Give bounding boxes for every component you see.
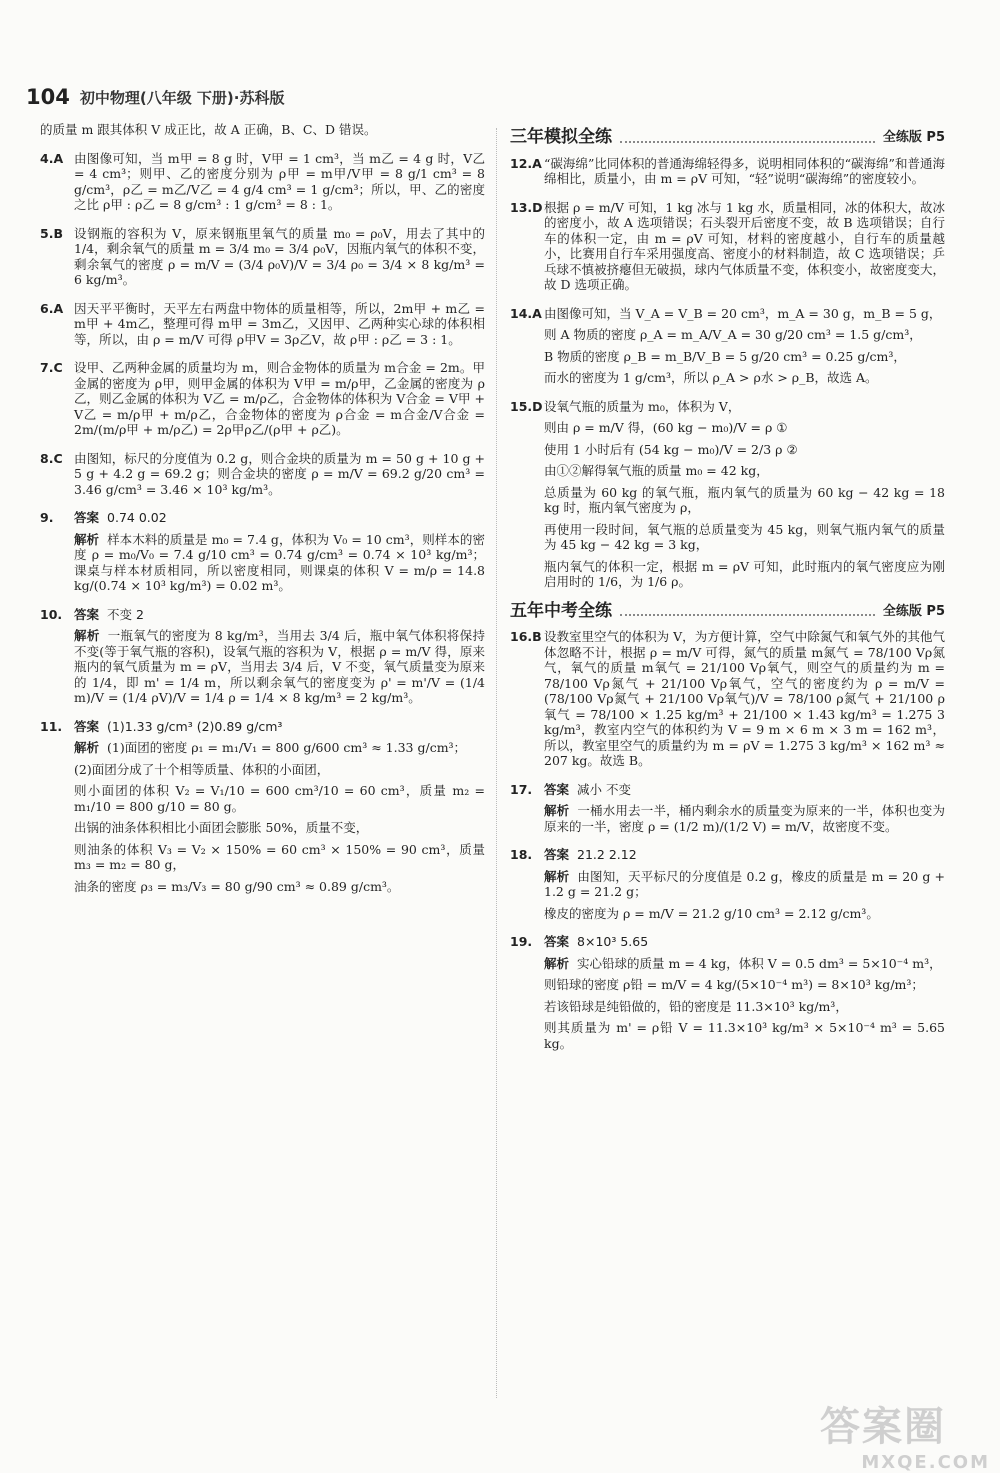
analysis-text: 橡皮的密度为 ρ = m/V = 21.2 g/10 cm³ = 2.12 g/cm³。 bbox=[544, 905, 879, 921]
intro-text: 的质量 m 跟其体积 V 成正比，故 A 正确，B、C、D 错误。 bbox=[40, 122, 377, 137]
analysis-text: (1)面团的密度 ρ₁ = m₁/V₁ = 800 g/600 cm³ ≈ 1.33 g/cm³； bbox=[107, 740, 467, 755]
book-title: 初中物理(八年级 下册)·苏科版 bbox=[79, 88, 285, 107]
answer-8 bbox=[40, 451, 485, 504]
item-text: 由图知，标尺的分度值为 0.2 g，则合金块的质量为 m = 50 g + 10 g + 5 g + 4.2 g = 69.2 g；则合金块的密度 ρ = m/V = 69.2 g/20 cm³ = 3.46 g/cm³ = 3.46 × 10³ kg/m³。 bbox=[74, 450, 485, 497]
item-number: 5.B bbox=[40, 225, 63, 241]
item-number: 16.B bbox=[510, 629, 542, 644]
item-number: 8.C bbox=[40, 450, 63, 466]
item-number: 19. bbox=[510, 934, 533, 949]
item-text: 再使用一段时间，氧气瓶的总质量变为 45 kg，则氧气瓶内氧气的质量为 45 kg − 42 kg = 3 kg， bbox=[544, 521, 945, 552]
answer-value: 8×10³ 5.65 bbox=[577, 934, 649, 949]
answer-value: 减小 不变 bbox=[577, 781, 631, 797]
answer-label: 答案 bbox=[74, 606, 100, 622]
left-column bbox=[40, 122, 485, 907]
section-page-ref: 全练版 P5 bbox=[882, 130, 945, 145]
answer-14 bbox=[510, 306, 945, 392]
answer-label: 答案 bbox=[74, 718, 100, 734]
section-title: 三年模拟全练 bbox=[510, 127, 612, 147]
answer-16 bbox=[510, 629, 945, 775]
item-text: 使用 1 小时后有 (54 kg − m₀)/V = 2/3 ρ ② bbox=[544, 441, 798, 457]
answer-value: 不变 2 bbox=[107, 606, 144, 622]
item-text: 设教室里空气的体积为 V，为方便计算，空气中除氮气和氧气外的其他气体忽略不计，根据 ρ = m/V 可得，氮气的质量 m氮气 = 78/100 Vρ氮气，氧气的质量 m氧气 = 21/100 Vρ氧气，则空气的质量约为 m = 78/100 Vρ氮气 + 21/100 Vρ氧气，空气的密度约为 ρ = m/V = (78/100 Vρ氮气 + 21/100 Vρ氧气)/V = 78/100 ρ氮气 + 21/100 ρ氧气 = 78/100 × 1.25 kg/m³ + 21/100 × 1.43 kg/m³ = 1.275 3 kg/m³，教室内空气的体积约为 V = 9 m × 6 m × 3 m = 162 m³，所以，教室里空气的质量约为 m = ρV = 1.275 3 kg/m³ × 162 m³ ≈ 207 kg。故选 B。 bbox=[544, 629, 945, 768]
item-text: 瓶内氧气的体积一定，根据 m = ρV 可知，此时瓶内的氧气密度应为刚启用时的 1/6，为 1/6 ρ。 bbox=[544, 558, 945, 589]
item-text: 则 A 物质的密度 ρ_A = m_A/V_A = 30 g/20 cm³ = 1.5 g/cm³， bbox=[544, 327, 922, 342]
item-text: 而水的密度为 1 g/cm³，所以 ρ_A > ρ水 > ρ_B，故选 A。 bbox=[544, 370, 878, 385]
item-number: 6.A bbox=[40, 300, 64, 316]
analysis-text: (2)面团分成了十个相等质量、体积的小面团， bbox=[74, 761, 330, 777]
section-header-three-year bbox=[510, 127, 945, 147]
item-number: 10. bbox=[40, 606, 63, 622]
answer-13 bbox=[510, 200, 945, 299]
analysis-label: 解析 bbox=[74, 531, 100, 547]
item-number: 12.A bbox=[510, 155, 542, 171]
item-text: 根据 ρ = m/V 可知，1 kg 冰与 1 kg 水，质量相同，冰的体积大，故冰的密度小，故 A 选项错误；石头裂开后密度不变，故 B 选项错误；自行车的体积一定，由 m = ρV 可知，材料的密度越小，自行车的质量越小，比赛用自行车采用强度高、密度小的材料制造，故 C 选项错误；乒乓球不慎被挤瘪但无破损，球内气体质量不变，体积变小，故密度变大，故 D 选项正确。 bbox=[544, 199, 945, 292]
analysis-text: 油条的密度 ρ₃ = m₃/V₃ = 80 g/90 cm³ ≈ 0.89 g/cm³。 bbox=[74, 878, 400, 894]
answer-18 bbox=[510, 847, 945, 927]
answer-5 bbox=[40, 226, 485, 294]
analysis-label: 解析 bbox=[544, 955, 570, 971]
answer-9 bbox=[40, 510, 485, 600]
item-number: 13.D bbox=[510, 199, 543, 215]
answer-11 bbox=[40, 719, 485, 901]
answer-7 bbox=[40, 360, 485, 444]
analysis-text: 出锅的油条体积相比小面团会膨胀 50%，质量不变， bbox=[74, 820, 369, 835]
column-divider bbox=[496, 128, 497, 1398]
watermark-logo: 答案圈 bbox=[820, 1404, 946, 1450]
watermark bbox=[820, 1395, 990, 1473]
analysis-text: 则油条的体积 V₃ = V₂ × 150% = 60 cm³ × 150% = 90 cm³，质量 m₃ = m₂ = 80 g， bbox=[74, 841, 485, 872]
analysis-label: 解析 bbox=[544, 868, 570, 884]
item-number: 11. bbox=[40, 718, 63, 734]
answer-15 bbox=[510, 399, 945, 596]
answer-17 bbox=[510, 782, 945, 841]
dotted-leader bbox=[620, 614, 875, 616]
answer-6 bbox=[40, 301, 485, 354]
item-number: 9. bbox=[40, 510, 54, 525]
answer-19 bbox=[510, 934, 945, 1057]
dotted-leader bbox=[620, 141, 875, 143]
analysis-text: 则铅球的密度 ρ铅 = m/V = 4 kg/(5×10⁻⁴ m³) = 8×10³ kg/m³； bbox=[544, 977, 924, 992]
item-number: 15.D bbox=[510, 398, 543, 414]
answer-10 bbox=[40, 607, 485, 712]
analysis-text: 一桶水用去一半，桶内剩余水的质量变为原来的一半，体积也变为原来的一半，密度 ρ = (1/2 m)/(1/2 V) = m/V，故密度不变。 bbox=[544, 803, 945, 834]
right-column bbox=[510, 122, 945, 1064]
item-number: 17. bbox=[510, 781, 533, 797]
analysis-text: 若该铅球是纯铅做的，铅的密度是 11.3×10³ kg/m³， bbox=[544, 998, 848, 1014]
item-number: 7.C bbox=[40, 360, 63, 375]
item-number: 4.A bbox=[40, 150, 64, 166]
analysis-text: 则其质量为 m' = ρ铅 V = 11.3×10³ kg/m³ × 5×10⁻⁴ m³ = 5.65 kg。 bbox=[544, 1020, 945, 1051]
item-text: 设氧气瓶的质量为 m₀，体积为 V， bbox=[544, 398, 741, 414]
analysis-text: 一瓶氧气的密度为 8 kg/m³，当用去 3/4 后，瓶中氧气体积将保持不变(等于氧气瓶的容积)，设氧气瓶的容积为 V，根据 ρ = m/V 得，原来瓶内的氧气质量为 m = ρV，当用去 3/4 后，V 不变，氧气质量变为原来的 1/4，即 m' = 1/4 m，所以剩余氧气的密度变为 ρ' = m'/V = (1/4 m)/V = (1/4 ρV)/V = 1/4 ρ = 1/4 × 8 kg/m³ = 2 kg/m³。 bbox=[74, 628, 485, 705]
section-page-ref: 全练版 P5 bbox=[882, 603, 945, 619]
analysis-label: 解析 bbox=[74, 628, 100, 643]
answer-value: 21.2 2.12 bbox=[577, 847, 637, 862]
answer-12 bbox=[510, 156, 945, 193]
analysis-label: 解析 bbox=[74, 740, 100, 755]
item-text: 由①②解得氧气瓶的质量 m₀ = 42 kg， bbox=[544, 463, 769, 478]
answer-label: 答案 bbox=[544, 934, 570, 949]
item-text: 因天平平衡时，天平左右两盘中物体的质量相等，所以，2m甲 + m乙 = m甲 + 4m乙，整理可得 m甲 = 3m乙，又因甲、乙两种实心球的体积相等，所以，由 ρ = m/V 可得 ρ甲V = 3ρ乙V，故 ρ甲 : ρ乙 = 3 : 1。 bbox=[74, 300, 485, 347]
page-header bbox=[26, 82, 284, 112]
item-number: 14.A bbox=[510, 305, 542, 321]
item-text: 则由 ρ = m/V 得，(60 kg − m₀)/V = ρ ① bbox=[544, 420, 788, 435]
item-number: 18. bbox=[510, 847, 533, 862]
watermark-url: MXQE.COM bbox=[861, 1452, 990, 1473]
section-header-five-year bbox=[510, 600, 945, 621]
answer-label: 答案 bbox=[544, 847, 570, 862]
analysis-text: 由图知，天平标尺的分度值是 0.2 g，橡皮的质量是 m = 20 g + 1.2 g = 21.2 g； bbox=[544, 868, 945, 899]
item-text: 设钢瓶的容积为 V，原来钢瓶里氧气的质量 m₀ = ρ₀V，用去了其中的 1/4，剩余氧气的质量 m = 3/4 m₀ = 3/4 ρ₀V，因瓶内氧气的体积不变，剩余氧气的密度 ρ = m/V = (3/4 ρ₀V)/V = 3/4 ρ₀ = 3/4 × 8 kg/m³ = 6 kg/m³。 bbox=[74, 225, 485, 287]
answer-value: 0.74 0.02 bbox=[107, 510, 167, 525]
item-text: B 物质的密度 ρ_B = m_B/V_B = 5 g/20 cm³ = 0.25 g/cm³， bbox=[544, 348, 906, 364]
analysis-label: 解析 bbox=[544, 803, 570, 818]
item-text: 由图像可知，当 m甲 = 8 g 时，V甲 = 1 cm³，当 m乙 = 4 g 时，V乙 = 4 cm³；则甲、乙的密度分别为 ρ甲 = m甲/V甲 = 8 g/1 cm³ = 8 g/cm³，ρ乙 = m乙/V乙 = 4 g/4 cm³ = 1 g/cm³；所以，甲、乙的密度之比 ρ甲 : ρ乙 = 8 g/cm³ : 1 g/cm³ = 8 : 1。 bbox=[74, 150, 485, 212]
answer-label: 答案 bbox=[74, 510, 100, 525]
page-number: 104 bbox=[26, 85, 70, 109]
analysis-text: 样本木料的质量是 m₀ = 7.4 g，体积为 V₀ = 10 cm³，则样本的密度 ρ = m₀/V₀ = 7.4 g/10 cm³ = 0.74 g/cm³ = 0.74 × 10³ kg/m³；课桌与样本材质相同，所以密度相同，则课桌的体积 V = m/ρ = 14.8 kg/(0.74 × 10³ kg/m³) = 0.02 m³。 bbox=[74, 531, 485, 593]
answer-4 bbox=[40, 151, 485, 219]
item-text: 设甲、乙两种金属的质量均为 m，则合金物体的质量为 m合金 = 2m。甲金属的密度为 ρ甲，则甲金属的体积为 V甲 = m/ρ甲，乙金属的密度为 ρ乙，则乙金属的体积为 V乙 = m/ρ乙，合金物体的体积为 V合金 = V甲 + V乙 = m/ρ甲 + m/ρ乙，合金物体的密度为 ρ合金 = m合金/V合金 = 2m/(m/ρ甲 + m/ρ乙) = 2ρ甲ρ乙/(ρ甲 + ρ乙)。 bbox=[74, 360, 485, 437]
section-title: 五年中考全练 bbox=[510, 600, 612, 621]
item-text: 总质量为 60 kg 的氧气瓶，瓶内氧气的质量为 60 kg − 42 kg = 18 kg 时，瓶内氧气密度为 ρ， bbox=[544, 484, 945, 515]
analysis-text: 实心铅球的质量 m = 4 kg，体积 V = 0.5 dm³ = 5×10⁻⁴ m³， bbox=[577, 955, 942, 971]
analysis-text: 则小面团的体积 V₂ = V₁/10 = 600 cm³/10 = 60 cm³，质量 m₂ = m₁/10 = 800 g/10 = 80 g。 bbox=[74, 783, 485, 814]
item-text: 由图像可知，当 V_A = V_B = 20 cm³，m_A = 30 g，m_B = 5 g， bbox=[544, 305, 942, 321]
item-text: “碳海绵”比同体积的普通海绵轻得多，说明相同体积的“碳海绵”和普通海绵相比，质量小，由 m = ρV 可知，“轻”说明“碳海绵”的密度较小。 bbox=[544, 155, 945, 186]
answer-label: 答案 bbox=[544, 781, 570, 797]
answer-value: (1)1.33 g/cm³ (2)0.89 g/cm³ bbox=[107, 718, 283, 734]
